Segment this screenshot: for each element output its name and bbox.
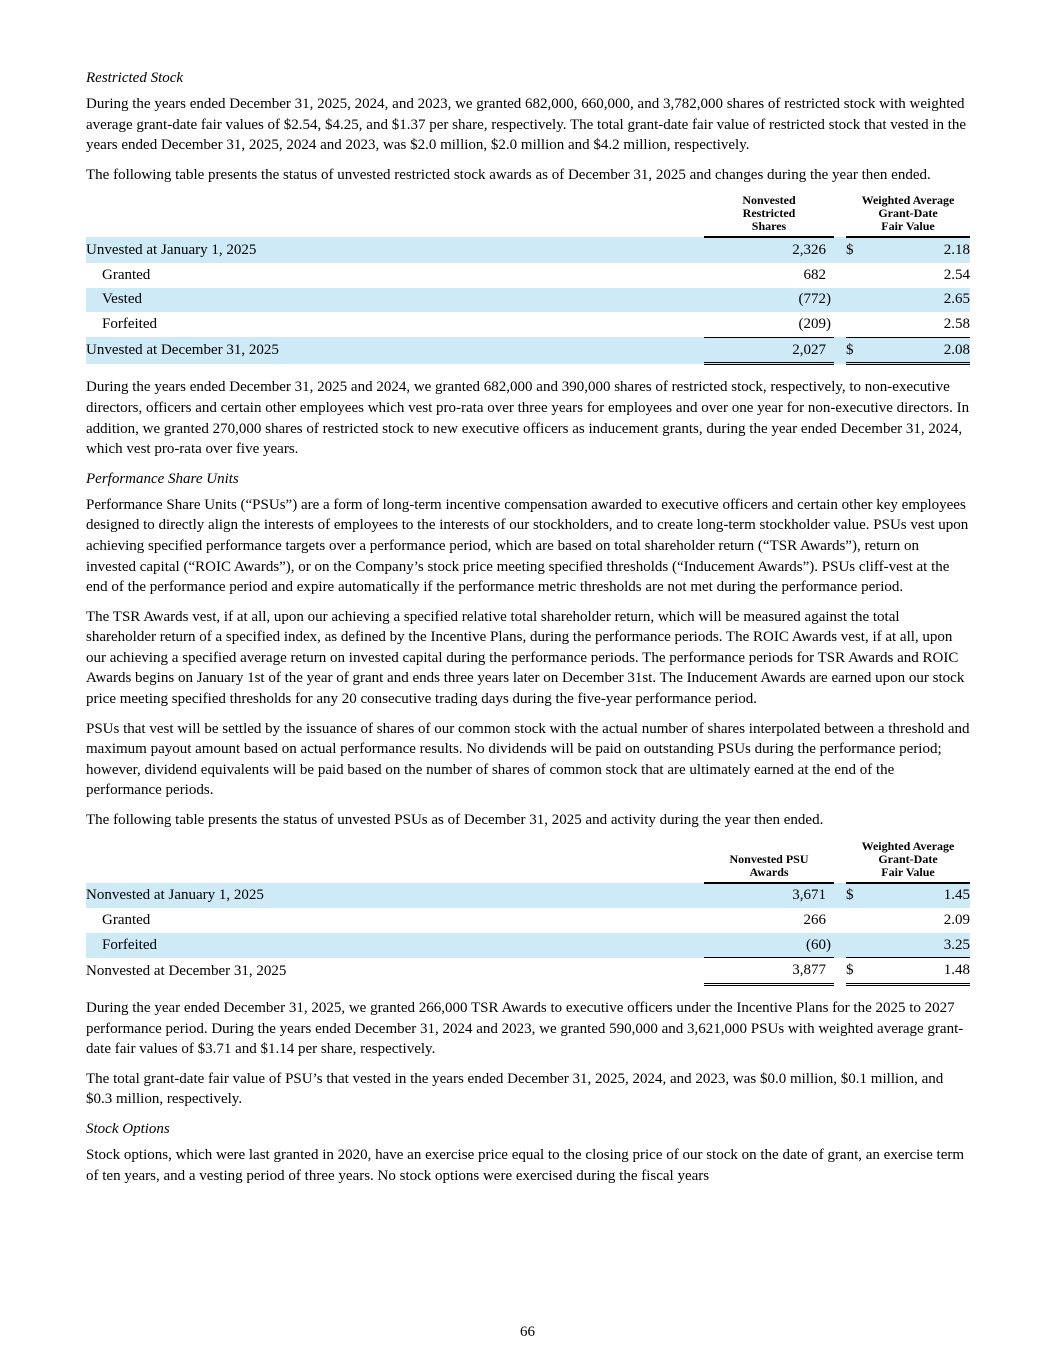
row-shares: 3,671 bbox=[704, 883, 826, 909]
row-fair-value: 2.65 bbox=[860, 288, 970, 313]
rs-col-fair-value-header: Weighted Average Grant-Date Fair Value bbox=[846, 194, 970, 237]
psu-paragraph-1: Performance Share Units (“PSUs”) are a form of long-term incentive compensation awarded to executive officers and certain other key employees designed to directly align the interests of employees to the interests of our stockholders, and to create long-term stockholder value. PSUs vest upon achieving specified performance targets over a performance period, which are based on total shareholder return (“TSR Awards”), return on invested capital (“ROIC Awards”), or on the Company’s stock price meeting specified thresholds (“Inducement Awards”). PSUs cliff-vest at the end of the performance period and expire automatically if the performance metric thresholds are not met during the performance period. bbox=[86, 496, 969, 596]
restricted-stock-heading: Restricted Stock bbox=[86, 70, 184, 86]
row-shares: 2,027 bbox=[704, 337, 826, 364]
row-fair-value: 2.18 bbox=[860, 237, 970, 263]
row-shares: (60 bbox=[704, 933, 826, 958]
table-row: Unvested at January 1, 2025 2,326 $ 2.18 bbox=[86, 237, 970, 263]
row-shares: (772 bbox=[704, 288, 826, 313]
row-label: Unvested at December 31, 2025 bbox=[86, 337, 704, 364]
table-row bbox=[86, 263, 970, 288]
table-row bbox=[86, 908, 970, 933]
row-fair-value: 3.25 bbox=[860, 933, 970, 958]
row-shares: 3,877 bbox=[704, 958, 826, 985]
row-label: Granted bbox=[102, 912, 151, 929]
row-fair-value: 2.08 bbox=[860, 337, 970, 364]
rs-col-shares-header: Nonvested Restricted Shares bbox=[704, 194, 834, 237]
row-label: Granted bbox=[102, 266, 151, 283]
table-row: Forfeited (209 ) 2.58 bbox=[86, 312, 970, 337]
row-fair-value: 2.54 bbox=[943, 266, 970, 283]
table-row-total: Unvested at December 31, 2025 2,027 $ 2.08 bbox=[86, 337, 970, 364]
stock-options-paragraph-1: Stock options, which were last granted in 2020, have an exercise price equal to the closing price of our stock on the date of grant, an exercise term of ten years, and a vesting period of three years. No stock options were exercised during the fiscal years bbox=[86, 1146, 965, 1184]
row-label: Vested bbox=[86, 288, 704, 313]
row-label: Nonvested at December 31, 2025 bbox=[86, 962, 287, 979]
psu-paragraph-4: The following table presents the status of unvested PSUs as of December 31, 2025 and activity during the year then ended. bbox=[86, 812, 824, 829]
row-fair-value: 2.58 bbox=[943, 315, 970, 332]
restricted-stock-paragraph-3: During the years ended December 31, 2025 and 2024, we granted 682,000 and 390,000 shares of restricted stock, respectively, to non-executive directors, officers and certain other employees which vest pro-rata over three years for employees and over one year for non-executive directors. In addition, we granted 270,000 shares of restricted stock to new executive officers as inducement grants, during the year ended December 31, 2024, which vest pro-rata over five years. bbox=[86, 379, 970, 458]
psu-heading: Performance Share Units bbox=[86, 470, 239, 487]
row-label: Forfeited bbox=[86, 933, 704, 958]
stock-options-heading: Stock Options bbox=[86, 1120, 170, 1137]
table-row: Vested (772 ) 2.65 bbox=[86, 288, 970, 313]
row-shares: 266 bbox=[803, 912, 826, 929]
row-shares: (209 bbox=[798, 315, 826, 332]
row-fair-value: 1.45 bbox=[860, 883, 970, 909]
row-label: Nonvested at January 1, 2025 bbox=[86, 883, 704, 909]
row-label: Unvested at January 1, 2025 bbox=[86, 237, 704, 263]
psu-paragraph-3: PSUs that vest will be settled by the issuance of shares of our common stock with the actual number of shares interpolated between a threshold and maximum payout amount based on actual performance results. No dividends will be paid on outstanding PSUs during the performance period; however, dividend equivalents will be paid based on the number of shares of common stock that are ultimately earned at the end of the performance periods. bbox=[86, 720, 970, 799]
document-page bbox=[86, 68, 970, 1195]
row-label: Forfeited bbox=[102, 316, 157, 333]
restricted-stock-table bbox=[86, 194, 970, 365]
psu-table bbox=[86, 840, 970, 986]
table-row-total: Nonvested at December 31, 2025 3,877 $ 1.48 bbox=[86, 958, 970, 985]
table-row: Forfeited (60 ) 3.25 bbox=[86, 933, 970, 958]
page-number: 66 bbox=[520, 1324, 535, 1340]
psu-col-awards-header: Nonvested PSU Awards bbox=[704, 840, 834, 883]
psu-paragraph-5: During the year ended December 31, 2025, we granted 266,000 TSR Awards to executive officers under the Incentive Plans for the 2025 to 2027 performance period. During the years ended December 31, 2024 and 2023, we granted 590,000 and 3,621,000 PSUs with weighted average grant-date fair values of $3.71 and $1.14 per share, respectively. bbox=[86, 1000, 964, 1058]
row-shares: 682 bbox=[803, 266, 826, 283]
psu-paragraph-2: The TSR Awards vest, if at all, upon our achieving a specified relative total shareholder return, which will be measured against the total shareholder return of a specified index, as defined by the Incentive Plans, during the performance periods. The ROIC Awards vest, if at all, upon our achieving a specified average return on invested capital during the performance periods. The performance periods for TSR Awards and ROIC Awards begins on January 1st of the year of grant and ends three years later on December 31st. The Inducement Awards are earned upon our stock price meeting specified thresholds for any 20 consecutive trading days during the five-year performance period. bbox=[86, 608, 965, 708]
restricted-stock-paragraph-2: The following table presents the status of unvested restricted stock awards as of December 31, 2025 and changes during the year then ended. bbox=[86, 166, 931, 183]
row-shares: 2,326 bbox=[704, 237, 826, 263]
psu-col-fair-value-header: Weighted Average Grant-Date Fair Value bbox=[846, 840, 970, 883]
row-fair-value: 1.48 bbox=[860, 958, 970, 985]
psu-paragraph-6: The total grant-date fair value of PSU’s that vested in the years ended December 31, 2025, 2024, and 2023, was $0.0 million, $0.1 million, and $0.3 million, respectively. bbox=[86, 1070, 944, 1108]
restricted-stock-paragraph-1: During the years ended December 31, 2025, 2024, and 2023, we granted 682,000, 660,000, and 3,782,000 shares of restricted stock with weighted average grant-date fair values of $2.54, $4.25, and $1.37 per share, respectively. The total grant-date fair value of restricted stock that vested in the years ended December 31, 2025, 2024 and 2023, was $2.0 million, $2.0 million and $4.2 million, respectively. bbox=[86, 96, 967, 154]
row-fair-value: 2.09 bbox=[943, 912, 970, 929]
table-row: Nonvested at January 1, 2025 3,671 $ 1.45 bbox=[86, 883, 970, 909]
